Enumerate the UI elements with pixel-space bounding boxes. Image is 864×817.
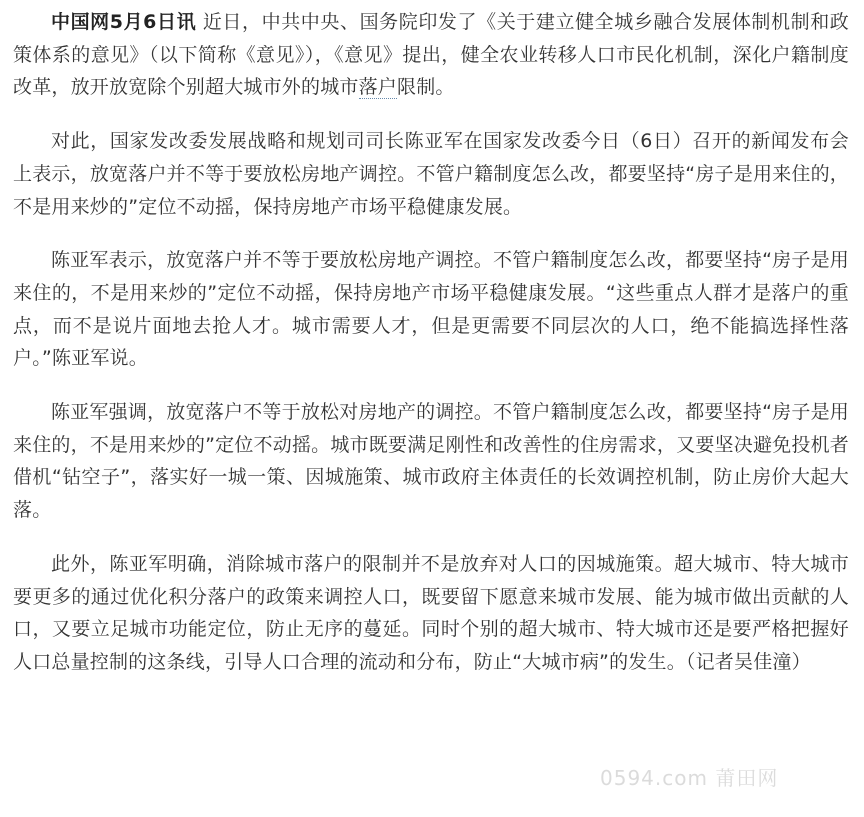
- paragraph-5: 此外，陈亚军明确，消除城市落户的限制并不是放弃对人口的因城施策。超大城市、特大城市要更多的通过优化积分落户的政策来调控人口，既要留下愿意来城市发展、能为城市做出贡献的人口，又要立足城市功能定位，防止无序的蔓延。同时个别的超大城市、特大城市还是要严格把握好人口总量控制的这条线，引导人口合理的流动和分布，防止“大城市病”的发生。（记者吴佳潼）: [13, 552, 849, 673]
- paragraph-1: [13, 6, 849, 104]
- paragraph-1-tail: 限制。: [397, 76, 455, 99]
- paragraph-4: 陈亚军强调，放宽落户不等于放松对房地产的调控。不管户籍制度怎么改，都要坚持“房子是用来住的，不是用来炒的”定位不动摇。城市既要满足刚性和改善性的住房需求，又要坚决避免投机者借机“钻空子”，落实好一城一策、因城施策、城市政府主体责任的长效调控机制，防止房价大起大落。: [13, 401, 849, 522]
- keyword-link-luohu[interactable]: 落户: [358, 76, 398, 99]
- article-body: [13, 6, 849, 700]
- paragraph-2: 对此，国家发改委发展战略和规划司司长陈亚军在国家发改委今日（6日）召开的新闻发布会上表示，放宽落户并不等于要放松房地产调控。不管户籍制度怎么改，都要坚持“房子是用来住的，不是用来炒的”定位不动摇，保持房地产市场平稳健康发展。: [13, 130, 849, 218]
- dateline-lead: 中国网5月6日讯: [51, 11, 197, 33]
- site-watermark: 0594.com 莆田网: [600, 766, 779, 790]
- paragraph-1-text: 近日，中共中央、国务院印发了《关于建立健全城乡融合发展体制机制和政策体系的意见》（以下简称《意见》），《意见》提出，健全农业转移人口市民化机制，深化户籍制度改革，放开放宽除个别超大城市外的城市: [13, 11, 849, 99]
- paragraph-3: 陈亚军表示，放宽落户并不等于要放松房地产调控。不管户籍制度怎么改，都要坚持“房子是用来住的，不是用来炒的”定位不动摇，保持房地产市场平稳健康发展。“这些重点人群才是落户的重点，而不是说片面地去抢人才。城市需要人才，但是更需要不同层次的人口，绝不能搞选择性落户。”陈亚军说。: [13, 249, 849, 370]
